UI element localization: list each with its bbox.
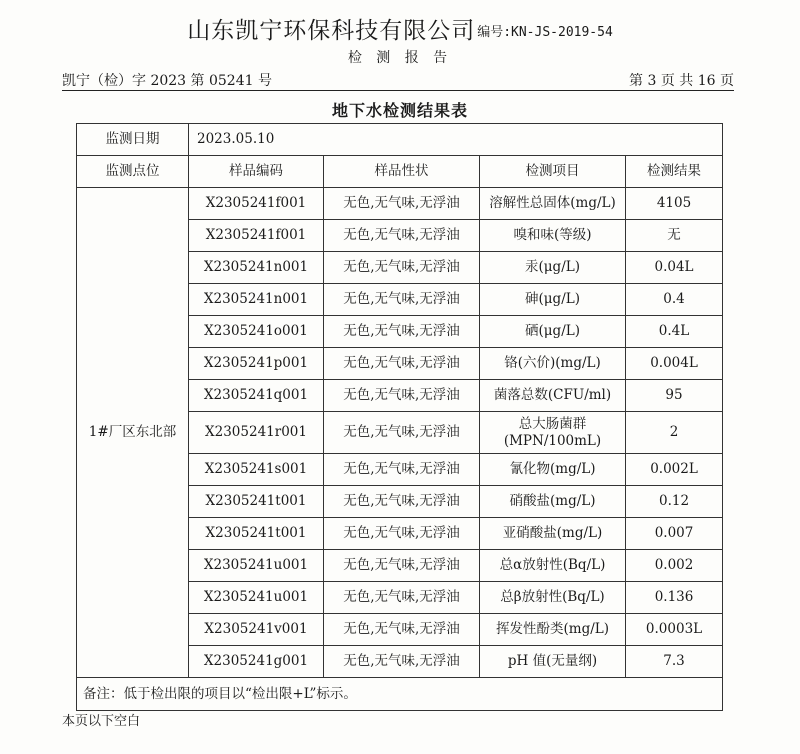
sample-state-cell: 无色,无气味,无浮油 <box>324 252 480 284</box>
test-item-cell: 菌落总数(CFU/ml) <box>480 380 626 412</box>
sample-code-cell: X2305241f001 <box>189 220 324 252</box>
sample-state-cell: 无色,无气味,无浮油 <box>324 550 480 582</box>
test-item-cell: 硝酸盐(mg/L) <box>480 486 626 518</box>
date-row <box>77 124 723 156</box>
column-header-sample-state: 样品性状 <box>324 156 480 188</box>
sample-code-cell: X2305241s001 <box>189 454 324 486</box>
sample-state-cell: 无色,无气味,无浮油 <box>324 348 480 380</box>
report-subtitle: 检 测 报 告 <box>347 50 453 66</box>
page-end-note: 本页以下空白 <box>62 714 141 729</box>
result-cell: 0.004L <box>626 348 723 380</box>
result-cell: 0.002 <box>626 550 723 582</box>
test-item-cell: pH 值(无量纲) <box>480 646 626 678</box>
sample-state-cell: 无色,无气味,无浮油 <box>324 486 480 518</box>
test-item-cell: 挥发性酚类(mg/L) <box>480 614 626 646</box>
test-item-cell: 总α放射性(Bq/L) <box>480 550 626 582</box>
sample-code-cell: X2305241t001 <box>189 486 324 518</box>
test-item-line-1: 总大肠菌群 <box>518 415 587 432</box>
sample-code-cell: X2305241n001 <box>189 252 324 284</box>
test-item-cell: 砷(μg/L) <box>480 284 626 316</box>
result-cell: 0.136 <box>626 582 723 614</box>
company-name: 山东凯宁环保科技有限公司 <box>187 18 476 44</box>
sample-code-cell: X2305241f001 <box>189 188 324 220</box>
note-row <box>77 678 723 711</box>
test-item-cell: 嗅和味(等级) <box>480 220 626 252</box>
test-item-cell: 总β放射性(Bq/L) <box>480 582 626 614</box>
sample-state-cell: 无色,无气味,无浮油 <box>324 614 480 646</box>
date-label: 监测日期 <box>77 124 189 156</box>
column-header-sample-code: 样品编码 <box>189 156 324 188</box>
sample-code-cell: X2305241g001 <box>189 646 324 678</box>
sample-state-cell: 无色,无气味,无浮油 <box>324 646 480 678</box>
column-header-result: 检测结果 <box>626 156 723 188</box>
sample-state-cell: 无色,无气味,无浮油 <box>324 454 480 486</box>
test-item-cell <box>480 412 626 454</box>
column-header-test-item: 检测项目 <box>480 156 626 188</box>
sample-code-cell: X2305241v001 <box>189 614 324 646</box>
column-header-location: 监测点位 <box>77 156 189 188</box>
remark-note: 备注：低于检出限的项目以“检出限+L”标示。 <box>77 678 723 711</box>
result-cell: 4105 <box>626 188 723 220</box>
result-cell: 无 <box>626 220 723 252</box>
test-item-cell: 溶解性总固体(mg/L) <box>480 188 626 220</box>
result-cell: 0.0003L <box>626 614 723 646</box>
sample-code-cell: X2305241o001 <box>189 316 324 348</box>
company-header <box>0 12 800 45</box>
sample-state-cell: 无色,无气味,无浮油 <box>324 316 480 348</box>
location-cell: 1#厂区东北部 <box>77 188 189 678</box>
test-item-cell: 亚硝酸盐(mg/L) <box>480 518 626 550</box>
sample-code-cell: X2305241u001 <box>189 582 324 614</box>
sample-code-cell: X2305241u001 <box>189 550 324 582</box>
sample-state-cell: 无色,无气味,无浮油 <box>324 518 480 550</box>
test-item-line-2: (MPN/100mL) <box>503 432 602 449</box>
sample-state-cell: 无色,无气味,无浮油 <box>324 188 480 220</box>
result-cell: 0.002L <box>626 454 723 486</box>
sample-code-cell: X2305241q001 <box>189 380 324 412</box>
result-cell: 0.007 <box>626 518 723 550</box>
page-indicator: 第 3 页 共 16 页 <box>629 73 734 89</box>
header-divider <box>62 90 734 91</box>
sample-code-cell: X2305241p001 <box>189 348 324 380</box>
result-cell: 95 <box>626 380 723 412</box>
sample-state-cell: 无色,无气味,无浮油 <box>324 220 480 252</box>
test-item-cell: 铬(六价)(mg/L) <box>480 348 626 380</box>
report-number: 凯宁（检）字 2023 第 05241 号 <box>62 73 272 89</box>
sample-state-cell: 无色,无气味,无浮油 <box>324 582 480 614</box>
sample-state-cell: 无色,无气味,无浮油 <box>324 380 480 412</box>
test-item-cell: 硒(μg/L) <box>480 316 626 348</box>
result-cell: 0.4 <box>626 284 723 316</box>
result-cell: 2 <box>626 412 723 454</box>
table-row <box>77 188 723 220</box>
sample-state-cell: 无色,无气味,无浮油 <box>324 284 480 316</box>
result-cell: 0.04L <box>626 252 723 284</box>
result-cell: 7.3 <box>626 646 723 678</box>
test-item-cell: 氰化物(mg/L) <box>480 454 626 486</box>
sample-code-cell: X2305241r001 <box>189 412 324 454</box>
sample-code-cell: X2305241n001 <box>189 284 324 316</box>
results-table <box>76 123 723 711</box>
header-row <box>77 156 723 188</box>
result-cell: 0.12 <box>626 486 723 518</box>
sample-state-cell: 无色,无气味,无浮油 <box>324 412 480 454</box>
test-item-cell: 汞(μg/L) <box>480 252 626 284</box>
date-value: 2023.05.10 <box>189 124 723 156</box>
sample-code-cell: X2305241t001 <box>189 518 324 550</box>
result-cell: 0.4L <box>626 316 723 348</box>
results-table-body <box>77 124 723 711</box>
document-code: 编号:KN-JS-2019-54 <box>477 25 613 40</box>
table-title: 地下水检测结果表 <box>331 101 468 120</box>
